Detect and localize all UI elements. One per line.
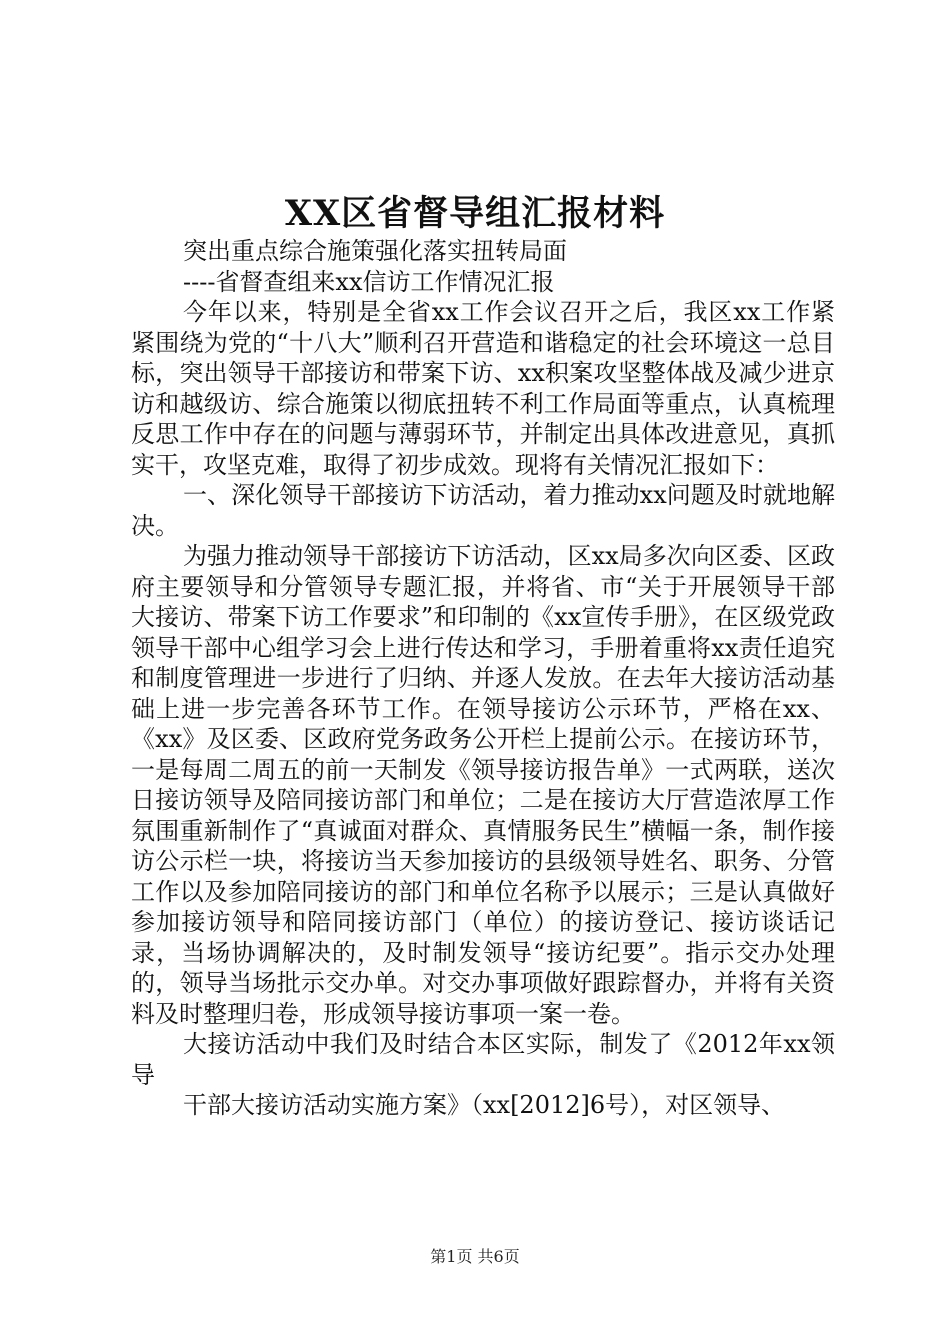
- section-heading-1: 一、深化领导干部接访下访活动，着力推动xx问题及时就地解决。: [131, 481, 835, 540]
- page-footer: 第1页 共6页: [430, 1247, 520, 1266]
- paragraph-continued: 干部大接访活动实施方案》（xx[2012]6号），对区领导、: [183, 1091, 786, 1119]
- document-body: [131, 236, 835, 1121]
- paragraph-section-1: 为强力推动领导干部接访下访活动，区xx局多次向区委、区政府主要领导和分管领导专题汇报，并将省、市“关于开展领导干部大接访、带案下访工作要求”和印制的《xx宣传手册》，在区级党政领导干部中心组学习会上进行传达和学习，手册着重将xx责任追究和制度管理进一步进行了归纳、并逐人发放。在去年大接访活动基础上进一步完善各环节工作。在领导接访公示环节，严格在xx、《xx》及区委、区政府党务政务公开栏上提前公示。在接访环节，一是每周二周五的前一天制发《领导接访报告单》一式两联，送次日接访领导及陪同接访部门和单位；二是在接访大厅营造浓厚工作氛围重新制作了“真诚面对群众、真情服务民生”横幅一条，制作接访公示栏一块，将接访当天参加接访的县级领导姓名、职务、分管工作以及参加陪同接访的部门和单位名称予以展示；三是认真做好参加接访领导和陪同接访部门（单位）的接访登记、接访谈话记录，当场协调解决的，及时制发领导“接访纪要”。指示交办处理的，领导当场批示交办单。对交办事项做好跟踪督办，并将有关资料及时整理归卷，形成领导接访事项一案一卷。: [131, 542, 835, 1028]
- document-subtitle-source: ----省督查组来xx信访工作情况汇报: [183, 267, 555, 296]
- document-title: XX区省督导组汇报材料: [284, 193, 666, 234]
- document-subtitle: 突出重点综合施策强化落实扭转局面: [183, 237, 567, 265]
- paragraph-campaign: 大接访活动中我们及时结合本区实际，制发了《2012年xx领导: [131, 1030, 835, 1089]
- paragraph-intro: 今年以来，特别是全省xx工作会议召开之后，我区xx工作紧紧围绕为党的“十八大”顺利召开营造和谐稳定的社会环境这一总目标，突出领导干部接访和带案下访、xx积案攻坚整体战及减少进京访和越级访、综合施策以彻底扭转不利工作局面等重点，认真梳理反思工作中存在的问题与薄弱环节，并制定出具体改进意见，真抓实干，攻坚克难，取得了初步成效。现将有关情况汇报如下：: [131, 298, 835, 479]
